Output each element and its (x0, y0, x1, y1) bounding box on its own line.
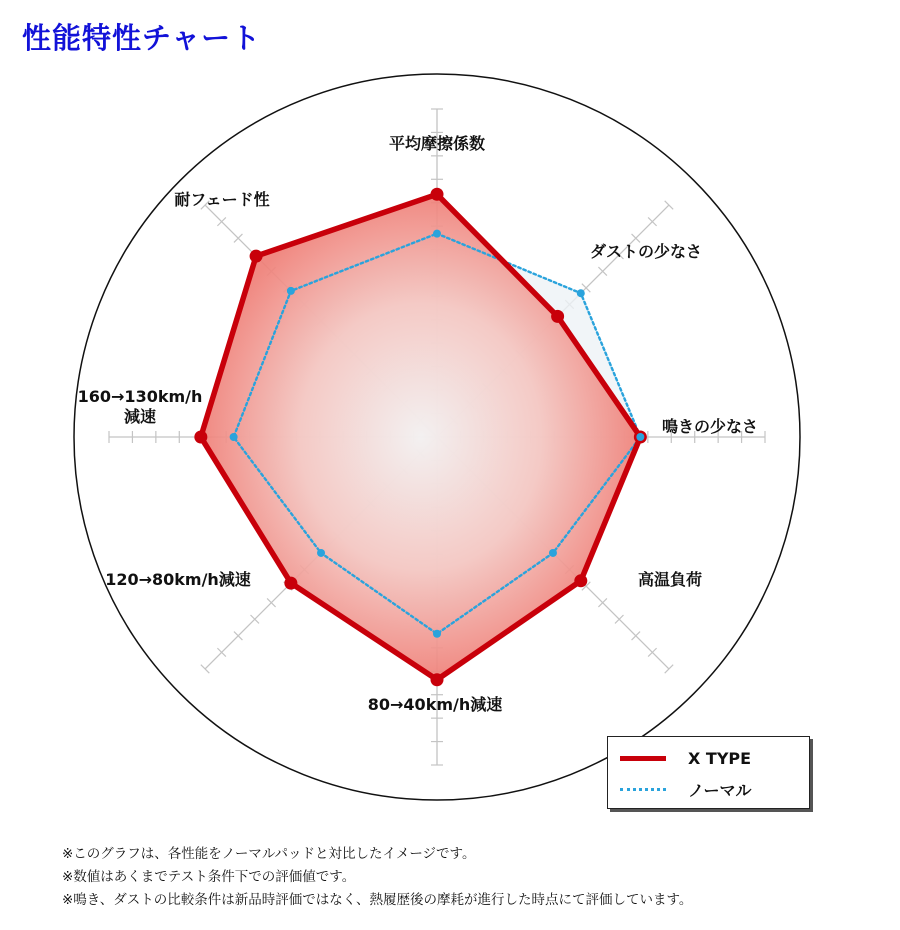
normal-data-point (230, 433, 238, 441)
axis-label-line: 高温負荷 (637, 570, 703, 589)
axis-label-line: 減速 (123, 407, 157, 426)
axis-label-line: 80→40km/h減速 (367, 695, 503, 714)
axis-label (638, 570, 702, 589)
axis-label (174, 190, 269, 209)
xtype-data-point (431, 673, 444, 686)
xtype-data-point (194, 431, 207, 444)
legend-swatch-normal (620, 788, 666, 791)
legend-swatch-xtype (620, 756, 666, 761)
axis-label (105, 570, 251, 589)
legend-item-normal (620, 779, 752, 799)
xtype-data-point (250, 250, 263, 263)
axis-label (389, 134, 485, 153)
normal-data-point (636, 433, 644, 441)
legend-item-xtype (620, 748, 751, 768)
axis-label-line: 鳴きの少なさ (661, 417, 759, 436)
normal-data-point (433, 230, 441, 238)
axis-label (590, 242, 702, 261)
normal-data-point (317, 549, 325, 557)
legend-label-normal: ノーマル (688, 780, 752, 800)
normal-data-point (433, 630, 441, 638)
normal-data-point (549, 549, 557, 557)
axis-label-line: 160→130km/h (77, 387, 203, 406)
normal-data-point (287, 287, 295, 295)
page-title: 性能特性チャート (22, 21, 262, 55)
axis-label (78, 387, 203, 426)
footnote: ※このグラフは、各性能をノーマルパッドと対比したイメージです。 (62, 846, 476, 862)
axis-label-line: 120→80km/h減速 (105, 570, 251, 589)
axis-label (368, 695, 503, 714)
footnote: ※数値はあくまでテスト条件下での評価値です。 (62, 869, 356, 885)
axis-label (662, 417, 758, 436)
footnotes (62, 843, 692, 912)
xtype-data-point (551, 310, 564, 323)
footnote: ※鳴き、ダストの比較条件は新品時評価ではなく、熱履歴後の摩耗が進行した時点にて評価しています。 (62, 892, 693, 908)
chart-legend (607, 736, 810, 809)
xtype-data-point (284, 577, 297, 590)
axis-label-line: 耐フェード性 (174, 190, 270, 209)
normal-data-point (577, 289, 585, 297)
xtype-data-point (431, 188, 444, 201)
legend-label-xtype: X TYPE (688, 748, 752, 768)
xtype-data-point (574, 574, 587, 587)
axis-label-line: ダストの少なさ (589, 242, 703, 261)
axis-label-line: 平均摩擦係数 (388, 134, 486, 153)
